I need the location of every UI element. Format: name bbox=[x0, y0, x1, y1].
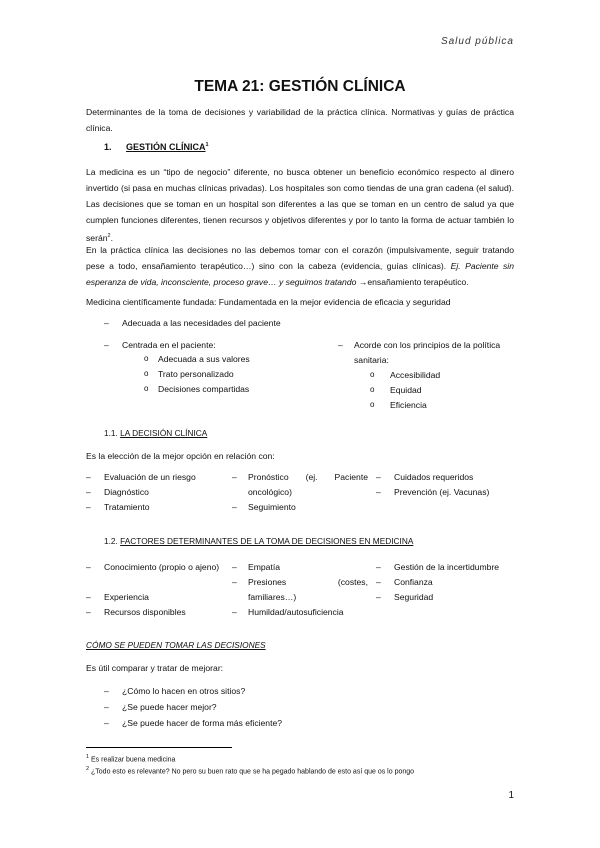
bullet-o: o bbox=[144, 369, 149, 378]
bullet-o: o bbox=[370, 400, 375, 409]
subsection-1-1-heading bbox=[104, 428, 207, 438]
subsection-number: 1.1. bbox=[104, 428, 118, 438]
paragraph-1-end: . bbox=[110, 232, 113, 243]
dash-bullet: – bbox=[104, 718, 109, 728]
list-item: Recursos disponibles bbox=[104, 607, 186, 617]
page-number: 1 bbox=[508, 790, 514, 801]
list-item-head: Centrada en el paciente: bbox=[122, 340, 216, 350]
dash-bullet: – bbox=[104, 340, 109, 350]
dash-bullet: – bbox=[86, 487, 91, 497]
sub-item: Accesibilidad bbox=[390, 370, 441, 380]
paragraph-3: Medicina científicamente fundada: Fundamentada en la mejor evidencia de eficacia y seguridad bbox=[86, 297, 451, 307]
subsection-1-2-heading bbox=[104, 536, 413, 546]
list-item: Seguridad bbox=[394, 592, 434, 602]
subsection-number: 1.2. bbox=[104, 536, 118, 546]
dash-bullet: – bbox=[104, 686, 109, 696]
question-item: ¿Cómo lo hacen en otros sitios? bbox=[122, 686, 246, 696]
sub-item: Decisiones compartidas bbox=[158, 384, 250, 394]
paragraph-2-end: ensañamiento terapéutico. bbox=[367, 277, 469, 287]
dash-bullet: – bbox=[232, 472, 237, 482]
list-item: Conocimiento (propio o ajeno) bbox=[104, 562, 220, 572]
subsection-title: FACTORES DETERMINANTES DE LA TOMA DE DECISIONES EN MEDICINA bbox=[120, 536, 414, 546]
list-item: Seguimiento bbox=[248, 502, 296, 512]
sub-item: Equidad bbox=[390, 385, 422, 395]
dash-bullet: – bbox=[86, 607, 91, 617]
arrow-symbol: → bbox=[358, 277, 368, 287]
dash-bullet: – bbox=[376, 562, 381, 572]
running-header: Salud pública bbox=[440, 36, 514, 47]
sub-item: Adecuada a sus valores bbox=[158, 354, 250, 364]
dash-bullet: – bbox=[376, 487, 381, 497]
dash-bullet: – bbox=[86, 562, 91, 572]
dash-bullet: – bbox=[376, 577, 381, 587]
list-item: Gestión de la incertidumbre bbox=[394, 562, 500, 572]
paragraph-2-text: En la práctica clínica las decisiones no las debemos tomar con el corazón (impulsivamente, seguir tratando pese a todo, ensañamiento terapéutico…) sino con la cabeza (evidencia, guías clínicas). bbox=[86, 245, 514, 271]
sub-item: Trato personalizado bbox=[158, 369, 234, 379]
how-heading: CÓMO SE PUEDEN TOMAR LAS DECISIONES bbox=[86, 640, 266, 650]
section-1-heading bbox=[104, 142, 209, 152]
list-item: Evaluación de un riesgo bbox=[104, 472, 196, 482]
intro-text: Determinantes de la toma de decisiones y variabilidad de la práctica clínica. Normativas y guías de práctica clínica. bbox=[86, 107, 514, 133]
footnote-text: ¿Todo esto es relevante? No pero su buen rato que se ha pegado hablando de esto así que os lo pongo bbox=[91, 768, 415, 776]
footnote-ref: 2 bbox=[107, 233, 111, 239]
footnote-divider bbox=[86, 747, 232, 748]
question-item: ¿Se puede hacer de forma más eficiente? bbox=[122, 718, 283, 728]
list-item: Presiones (costes, familiares…) bbox=[248, 577, 368, 602]
bullet-o: o bbox=[370, 385, 375, 394]
dash-bullet: – bbox=[232, 577, 237, 587]
dash-bullet: – bbox=[232, 562, 237, 572]
subsection-title: LA DECISIÓN CLÍNICA bbox=[120, 428, 208, 438]
dash-bullet: – bbox=[86, 502, 91, 512]
list-item: Cuidados requeridos bbox=[394, 472, 474, 482]
dash-bullet: – bbox=[376, 592, 381, 602]
list-item: Empatía bbox=[248, 562, 281, 572]
bullet-o: o bbox=[144, 384, 149, 393]
page-title: TEMA 21: GESTIÓN CLÍNICA bbox=[194, 78, 406, 95]
list-item: Humildad/autosuficiencia bbox=[248, 607, 344, 617]
paragraph-1 bbox=[86, 164, 514, 246]
bullet-o: o bbox=[144, 354, 149, 363]
how-lead: Es útil comparar y tratar de mejorar: bbox=[86, 663, 224, 673]
bullet-o: o bbox=[370, 370, 375, 379]
dash-bullet: – bbox=[86, 472, 91, 482]
list-item: Tratamiento bbox=[104, 502, 150, 512]
dash-bullet: – bbox=[338, 340, 343, 350]
dash-bullet: – bbox=[232, 502, 237, 512]
section-number: 1. bbox=[104, 142, 112, 152]
footnote-number: 1 bbox=[86, 754, 90, 760]
paragraph-1-text: La medicina es un “tipo de negocio” diferente, no busca obtener un beneficio económico respecto al dinero invertido (si pasa en muchas clínicas privadas). Los hospitales son como tiendas de una gran cadena (el salud). Las decisiones que se toman en un hospital son diferentes a las que se toman en un centro de salud ya que cumplen funciones diferentes, tienen recursos y objetivos diferentes y por lo tanto la forma de actuar también lo serán bbox=[86, 167, 514, 243]
dash-bullet: – bbox=[376, 472, 381, 482]
paragraph-2-example: Ej. Paciente sin esperanza de vida, inconsciente, proceso grave… y seguimos tratando bbox=[86, 261, 515, 287]
list-item: Experiencia bbox=[104, 592, 149, 602]
footnote-text: Es realizar buena medicina bbox=[91, 756, 176, 764]
list-item: Pronóstico (ej. Paciente oncológico) bbox=[248, 472, 368, 497]
list-item: Confianza bbox=[394, 577, 433, 587]
list-item: Diagnóstico bbox=[104, 487, 149, 497]
subsection-1-1-lead: Es la elección de la mejor opción en relación con: bbox=[86, 451, 275, 461]
paragraph-2 bbox=[86, 242, 514, 290]
section-title: GESTIÓN CLÍNICA bbox=[126, 142, 206, 152]
dash-bullet: – bbox=[104, 702, 109, 712]
footnote-1 bbox=[86, 754, 175, 763]
list-item: Adecuada a las necesidades del paciente bbox=[122, 318, 281, 328]
dash-bullet: – bbox=[232, 607, 237, 617]
footnote-ref: 1 bbox=[205, 142, 209, 148]
dash-bullet: – bbox=[86, 592, 91, 602]
footnote-number: 2 bbox=[86, 766, 90, 772]
list-item-head: Acorde con los principios de la política sanitaria: bbox=[354, 340, 501, 365]
list-item: Prevención (ej. Vacunas) bbox=[394, 487, 490, 497]
question-item: ¿Se puede hacer mejor? bbox=[122, 702, 217, 712]
dash-bullet: – bbox=[104, 318, 109, 328]
footnote-2 bbox=[86, 766, 414, 775]
sub-item: Eficiencia bbox=[390, 400, 427, 410]
